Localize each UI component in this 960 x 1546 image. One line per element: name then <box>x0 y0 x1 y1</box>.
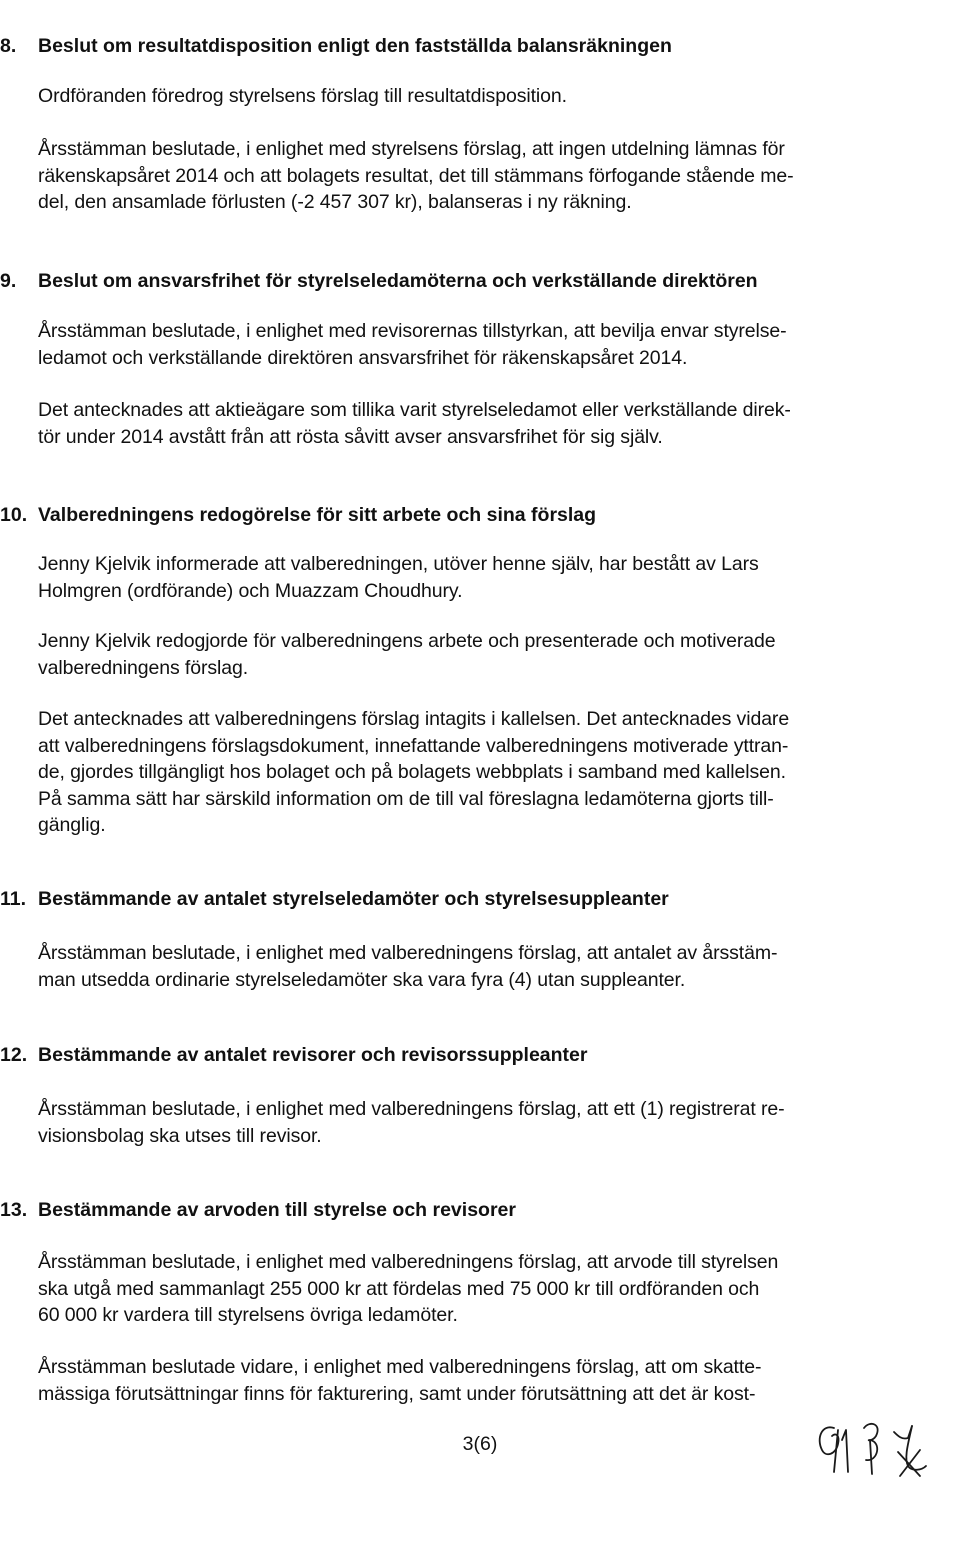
text-line: Det antecknades att valberedningens förslag intagits i kallelsen. Det antecknades vidare <box>38 708 790 730</box>
text-line: ska utgå med sammanlagt 255 000 kr att fördelas med 75 000 kr till ordföranden och <box>38 1277 760 1300</box>
text-line: På samma sätt har särskild information om de till val föreslagna ledamöterna gjorts till- <box>38 787 774 810</box>
text-line: Årsstämman beslutade, i enlighet med valberedningens förslag, att ett (1) registrerat re- <box>38 1098 785 1120</box>
text-line: Årsstämman beslutade, i enlighet med valberedningens förslag, att arvode till styrelsen <box>38 1251 779 1273</box>
text-line: Årsstämman beslutade, i enlighet med styrelsens förslag, att ingen utdelning lämnas för <box>38 138 785 160</box>
text-line: 60 000 kr vardera till styrelsens övriga ledamöter. <box>38 1304 458 1326</box>
paragraph <box>38 1249 778 1329</box>
text-line: del, den ansamlade förlusten (-2 457 307 kr), balanseras i ny räkning. <box>38 191 632 213</box>
paragraph <box>38 706 789 839</box>
text-line: räkenskapsåret 2014 och att bolagets resultat, det till stämmans förfogande stående me- <box>38 164 794 187</box>
text-line: valberedningens förslag. <box>38 656 249 679</box>
text-line: Det antecknades att aktieägare som tillika varit styrelseledamot eller verkställande direk- <box>38 399 791 421</box>
text-line: tör under 2014 avstått från att rösta såvitt avser ansvarsfrihet för sig själv. <box>38 425 663 448</box>
text-line: Årsstämman beslutade, i enlighet med valberedningens förslag, att antalet av årsstäm- <box>38 942 778 964</box>
paragraph <box>38 397 791 450</box>
paragraph <box>38 940 777 993</box>
paragraph <box>38 1096 785 1149</box>
paragraph <box>38 551 759 604</box>
paragraph <box>38 628 776 681</box>
page-number: 3(6) <box>462 1433 498 1455</box>
text-line: Jenny Kjelvik informerade att valberedningen, utöver henne själv, har bestått av Lars <box>38 553 759 575</box>
text-line: Årsstämman beslutade, i enlighet med revisorernas tillstyrkan, att bevilja envar styrelse- <box>38 320 787 342</box>
section-number: 12. <box>0 1044 28 1066</box>
text-line: att valberedningens förslagsdokument, innefattande valberedningens motiverade yttran- <box>38 734 789 757</box>
text-line: visionsbolag ska utses till revisor. <box>38 1124 322 1147</box>
text-line: de, gjordes tillgängligt hos bolaget och på bolagets webbplats i samband med kallelsen. <box>38 761 786 783</box>
section-number: 8. <box>0 35 17 57</box>
text-line: Holmgren (ordförande) och Muazzam Choudhury. <box>38 579 463 602</box>
text-line: mässiga förutsättningar finns för fakturering, samt under förutsättning att det är kost- <box>38 1382 756 1405</box>
handwritten-initials-icon <box>812 1410 942 1480</box>
section-title: Bestämmande av arvoden till styrelse och revisorer <box>38 1199 516 1221</box>
section-title: Bestämmande av antalet revisorer och revisorssuppleanter <box>38 1044 588 1066</box>
section-title: Bestämmande av antalet styrelseledamöter och styrelsesuppleanter <box>38 888 669 910</box>
text-line: Ordföranden föredrog styrelsens förslag till resultatdisposition. <box>38 85 567 107</box>
paragraph <box>38 1354 761 1407</box>
paragraph <box>38 318 787 371</box>
section-number: 9. <box>0 270 17 292</box>
section-title: Valberedningens redogörelse för sitt arbete och sina förslag <box>38 504 597 526</box>
section-title: Beslut om ansvarsfrihet för styrelseledamöterna och verkställande direktören <box>38 270 758 292</box>
paragraph <box>38 136 794 216</box>
text-line: Jenny Kjelvik redogjorde för valberedningens arbete och presenterade och motiverade <box>38 630 776 652</box>
section-number: 11. <box>0 888 27 910</box>
text-line: man utsedda ordinarie styrelseledamöter ska vara fyra (4) utan suppleanter. <box>38 968 686 991</box>
section-number: 13. <box>0 1199 28 1221</box>
text-line: ledamot och verkställande direktören ansvarsfrihet för räkenskapsåret 2014. <box>38 346 688 369</box>
paragraph <box>38 83 567 110</box>
section-number: 10. <box>0 504 28 526</box>
text-line: Årsstämman beslutade vidare, i enlighet med valberedningens förslag, att om skatte- <box>38 1356 762 1378</box>
text-line: gänglig. <box>38 814 106 836</box>
section-title: Beslut om resultatdisposition enligt den fastställda balansräkningen <box>38 35 672 57</box>
